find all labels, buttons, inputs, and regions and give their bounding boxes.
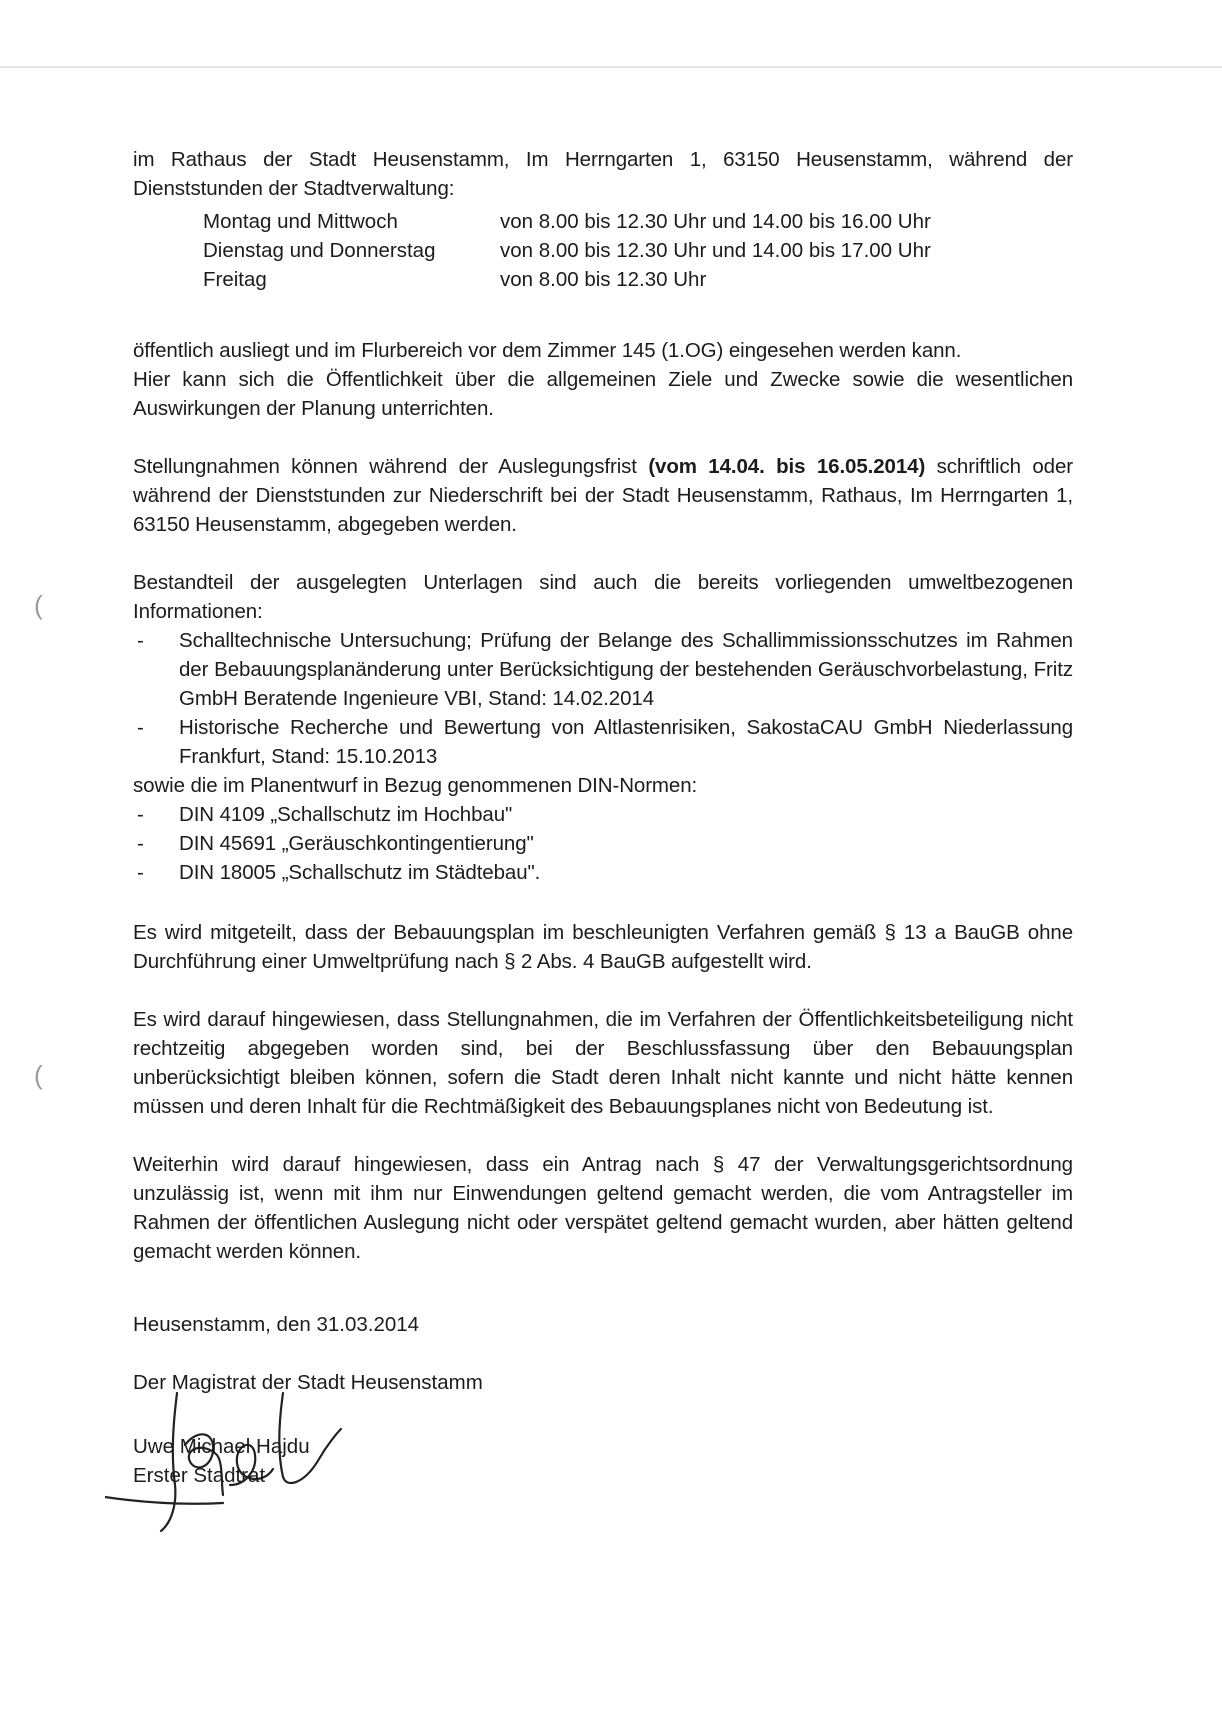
document-entry: Schalltechnische Untersuchung; Prüfung der Belange des Schallimmissionsschutzes im Rahmen der Bebauungsplanänderung unter Berücksichtigung der bestehenden Geräuschvorbelastung, Fritz GmbH Beratende Ingenieure VBI, Stand: 14.02.2014 <box>179 629 1073 710</box>
din-norms-list <box>133 800 1073 887</box>
antrag-text: Weiterhin wird darauf hingewiesen, dass ein Antrag nach § 47 der Verwaltungsgerichtsordnung unzulässig ist, wenn mit ihm nur Einwendungen geltend gemacht werden, die vom Antragsteller im Rahmen der öffentlichen Auslegung nicht oder verspätet geltend gemacht wurden, aber hätten geltend gemacht werden können. <box>133 1153 1073 1263</box>
stellungnahmen-paragraph <box>133 452 1073 539</box>
din-intro: sowie die im Planentwurf in Bezug genommenen DIN-Normen: <box>133 774 698 797</box>
din-norm: DIN 18005 „Schallschutz im Städtebau". <box>179 861 541 884</box>
hinweis-text: Es wird darauf hingewiesen, dass Stellungnahmen, die im Verfahren der Öffentlichkeitsbeteiligung nicht rechtzeitig abgegeben worden sind, bei der Beschlussfassung über den Bebauungsplan unberücksichtigt bleiben können, sofern die Stadt deren Inhalt nicht kannte und nicht hätte kennen müssen und deren Inhalt für die Rechtmäßigkeit des Bebauungsplanes nicht von Bedeutung ist. <box>133 1008 1073 1118</box>
bestandteil-text: Bestandteil der ausgelegten Unterlagen sind auch die bereits vorliegenden umweltbezogenen Informationen: <box>133 571 1073 623</box>
punch-hole-mark: ( <box>34 590 43 620</box>
place-date: Heusenstamm, den 31.03.2014 <box>133 1313 420 1336</box>
list-dash: - <box>137 803 144 826</box>
list-dash: - <box>137 629 144 652</box>
schedule-row <box>203 236 931 265</box>
scan-edge-line <box>0 66 1222 68</box>
list-dash: - <box>137 832 144 855</box>
hinweis-paragraph <box>133 1005 1073 1121</box>
list-item <box>133 713 1073 771</box>
schedule-days: Dienstag und Donnerstag <box>203 239 436 262</box>
auslage-paragraph <box>133 336 1073 423</box>
antrag-paragraph <box>133 1150 1073 1266</box>
schedule-hours: von 8.00 bis 12.30 Uhr und 14.00 bis 16.00 Uhr <box>500 210 931 233</box>
din-norm: DIN 45691 „Geräuschkontingentierung" <box>179 832 534 855</box>
auslage-info: Hier kann sich die Öffentlichkeit über die allgemeinen Ziele und Zwecke sowie die wesentlichen Auswirkungen der Planung unterrichten. <box>133 368 1073 420</box>
office-hours-schedule <box>203 207 931 294</box>
schedule-days: Freitag <box>203 268 267 291</box>
auslegungsfrist-dates: (vom 14.04. bis 16.05.2014) <box>648 455 926 478</box>
list-item <box>133 829 1073 858</box>
schedule-row <box>203 265 931 294</box>
schedule-hours: von 8.00 bis 12.30 Uhr <box>500 268 707 291</box>
stellungnahmen-text-end: schriftlich oder während der Dienststunden zur Niederschrift bei der Stadt Heusenstamm, Rathaus, Im Herrngarten 1, 63150 Heusenstamm, abgegeben werden. <box>133 455 1074 536</box>
list-item <box>133 626 1073 713</box>
din-norm: DIN 4109 „Schallschutz im Hochbau" <box>179 803 513 826</box>
intro-text: im Rathaus der Stadt Heusenstamm, Im Herrngarten 1, 63150 Heusenstamm, während der Dienststunden der Stadtverwaltung: <box>133 148 1073 200</box>
stellungnahmen-text: Stellungnahmen können während der Auslegungsfrist <box>133 455 649 478</box>
documents-list <box>133 626 1073 771</box>
verfahren-paragraph <box>133 918 1073 976</box>
list-item <box>133 858 1073 887</box>
document-entry: Historische Recherche und Bewertung von Altlastenrisiken, SakostaCAU GmbH Niederlassung Frankfurt, Stand: 15.10.2013 <box>179 716 1073 768</box>
intro-paragraph <box>133 145 1073 203</box>
schedule-hours: von 8.00 bis 12.30 Uhr und 14.00 bis 17.00 Uhr <box>500 239 931 262</box>
signatory-title: Erster Stadtrat <box>133 1464 266 1487</box>
punch-hole-mark: ( <box>34 1060 43 1090</box>
list-dash: - <box>137 861 144 884</box>
verfahren-text: Es wird mitgeteilt, dass der Bebauungsplan im beschleunigten Verfahren gemäß § 13 a BauGB ohne Durchführung einer Umweltprüfung nach § 2 Abs. 4 BauGB aufgestellt wird. <box>133 921 1073 973</box>
bestandteil-section <box>133 568 1073 887</box>
schedule-row <box>203 207 931 236</box>
schedule-days: Montag und Mittwoch <box>203 210 398 233</box>
list-item <box>133 800 1073 829</box>
issuing-authority: Der Magistrat der Stadt Heusenstamm <box>133 1371 483 1394</box>
auslage-line: öffentlich ausliegt und im Flurbereich vor dem Zimmer 145 (1.OG) eingesehen werden kann. <box>133 339 962 362</box>
signatory-name: Uwe Michael Hajdu <box>133 1435 310 1458</box>
list-dash: - <box>137 716 144 739</box>
